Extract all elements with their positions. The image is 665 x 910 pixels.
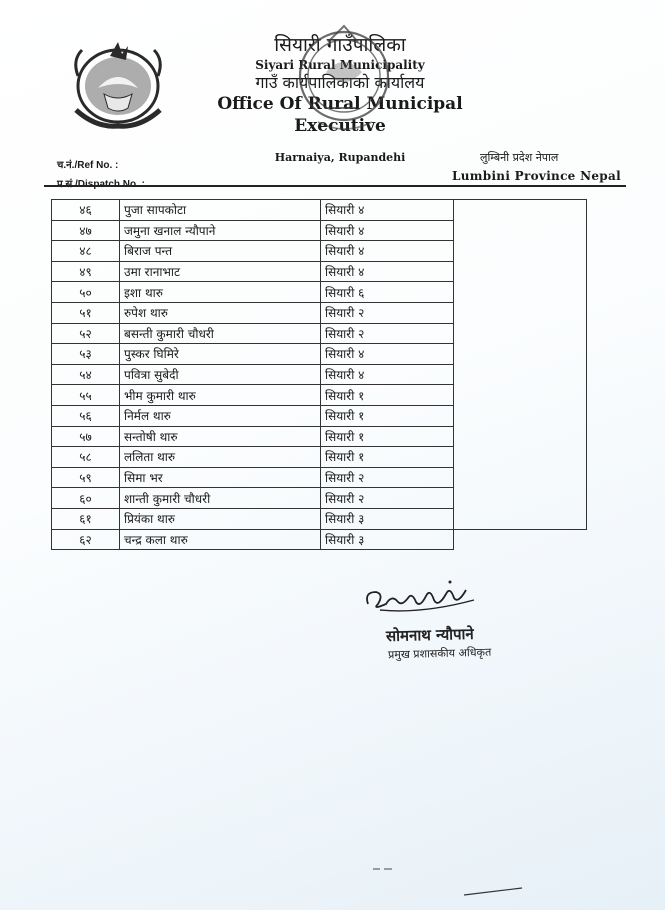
person-name: पुजा सापकोटा <box>120 200 321 221</box>
office-name-nepali: गाउँ कार्यपालिकाको कार्यालय <box>255 73 425 92</box>
person-name: रुपेश थारु <box>120 302 321 323</box>
ward-address: सियारी २ <box>321 467 454 488</box>
ward-address: सियारी २ <box>321 302 454 323</box>
beneficiary-table <box>51 199 587 550</box>
row-number: ५४ <box>52 364 120 385</box>
person-name: ललिता थारु <box>120 447 321 468</box>
person-name: पुस्कर घिमिरे <box>120 344 321 365</box>
person-name: चन्द्र कला थारु <box>120 529 321 550</box>
row-number: ५८ <box>52 447 120 468</box>
row-number: ५३ <box>52 344 120 365</box>
person-name: सिमा भर <box>120 467 321 488</box>
row-number: ४८ <box>52 241 120 262</box>
remarks-cell <box>454 200 587 530</box>
nepal-emblem-icon <box>66 36 170 132</box>
dispatch-number-label <box>57 176 145 190</box>
office-stamp-icon <box>288 12 396 142</box>
person-name: बसन्ती कुमारी चौधरी <box>120 323 321 344</box>
ward-address: सियारी १ <box>321 405 454 426</box>
row-number: ५७ <box>52 426 120 447</box>
province-nepali: लुम्बिनी प्रदेश नेपाल <box>480 151 559 164</box>
row-number: ५९ <box>52 467 120 488</box>
ward-address: सियारी ४ <box>321 344 454 365</box>
person-name: सन्तोषी थारु <box>120 426 321 447</box>
row-number: ५६ <box>52 405 120 426</box>
person-name: शान्ती कुमारी चौधरी <box>120 488 321 509</box>
table-row <box>52 529 587 550</box>
person-name: पवित्रा सुबेदी <box>120 364 321 385</box>
person-name: प्रियंका थारु <box>120 508 321 529</box>
ward-address: सियारी ३ <box>321 529 454 550</box>
municipality-name-nepali: सियारी गाउँपालिका <box>274 34 406 56</box>
row-number: ५५ <box>52 385 120 406</box>
row-number: ६१ <box>52 508 120 529</box>
row-number: ४९ <box>52 261 120 282</box>
ref-number-label: च.नं./Ref No. : <box>57 160 119 171</box>
row-number: ५२ <box>52 323 120 344</box>
row-number: ५० <box>52 282 120 303</box>
row-number: ६० <box>52 488 120 509</box>
row-number: ४६ <box>52 200 120 221</box>
row-number: ४७ <box>52 220 120 241</box>
ink-mark <box>462 884 524 898</box>
province-english: Lumbini Province Nepal <box>452 169 621 183</box>
person-name: उमा रानाभाट <box>120 261 321 282</box>
municipality-name-english: Siyari Rural Municipality <box>255 58 425 72</box>
ward-address: सियारी १ <box>321 385 454 406</box>
ward-address: सियारी १ <box>321 426 454 447</box>
ward-address: सियारी ४ <box>321 261 454 282</box>
signatory-title: प्रमुख प्रशासकीय अधिकृत <box>387 645 492 662</box>
ink-mark <box>372 866 394 872</box>
office-address: Harnaiya, Rupandehi <box>274 151 406 164</box>
ward-address: सियारी २ <box>321 323 454 344</box>
person-name: निर्मल थारु <box>120 405 321 426</box>
person-name: इशा थारु <box>120 282 321 303</box>
ward-address: सियारी ४ <box>321 241 454 262</box>
row-number: ६२ <box>52 529 120 550</box>
person-name: भीम कुमारी थारु <box>120 385 321 406</box>
ward-address: सियारी ६ <box>321 282 454 303</box>
office-name-english: Office Of Rural Municipal Executive <box>217 94 463 136</box>
ward-address: सियारी ३ <box>321 508 454 529</box>
header-divider <box>44 185 626 187</box>
table-row <box>52 200 587 221</box>
ward-address: सियारी ४ <box>321 200 454 221</box>
person-name: बिराज पन्त <box>120 241 321 262</box>
ward-address: सियारी १ <box>321 447 454 468</box>
ward-address: सियारी ४ <box>321 364 454 385</box>
person-name: जमुना खनाल न्यौपाने <box>120 220 321 241</box>
ward-address: सियारी २ <box>321 488 454 509</box>
signatory-name: सोमनाथ न्यौपाने <box>385 624 474 646</box>
row-number: ५१ <box>52 302 120 323</box>
handwritten-signature <box>362 574 482 618</box>
ward-address: सियारी ४ <box>321 220 454 241</box>
